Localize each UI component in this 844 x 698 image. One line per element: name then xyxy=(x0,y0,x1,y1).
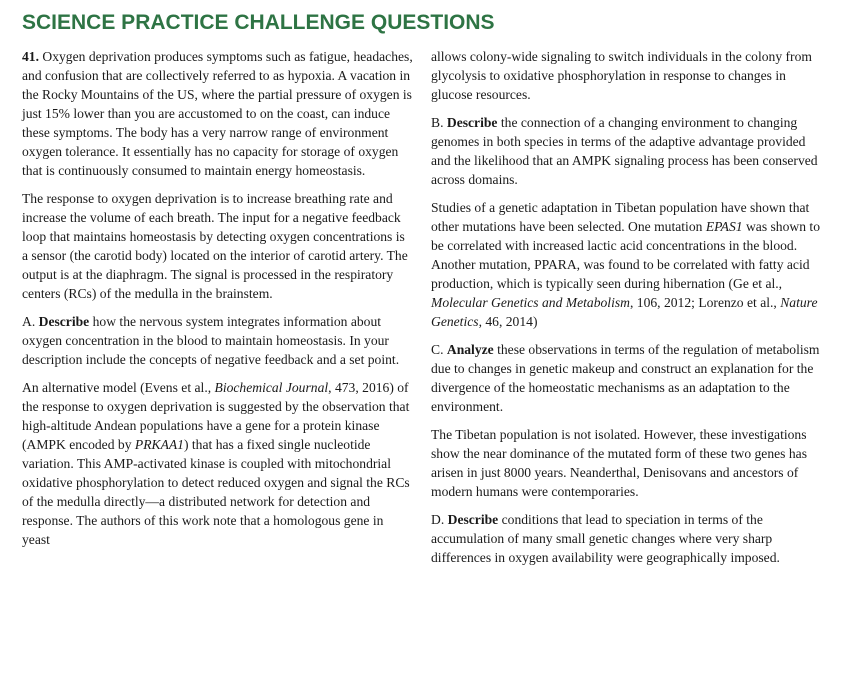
paragraph xyxy=(22,189,414,303)
right-column xyxy=(431,47,823,576)
paragraph xyxy=(431,47,823,104)
text-segment: how the nervous system integrates information about oxygen concentration in the blood to maintain homeostasis. In your description include the concepts of negative feedback and a set point. xyxy=(22,314,400,367)
text-segment: Studies of a genetic adaptation in Tibetan population have shown that other mutations have been selected. One mutation xyxy=(431,200,810,234)
left-column xyxy=(22,47,414,576)
text-segment: An alternative model (Evens et al., xyxy=(22,380,215,395)
text-segment: was shown to be correlated with increased lactic acid concentrations in the blood. Another mutation, PPARA, was found to be correlated with fatty acid production, which is typically seen during hibernation (Ge et al., xyxy=(431,219,820,291)
text-segment: C. xyxy=(431,342,447,357)
text-segment: Molecular Genetics and Metabolism xyxy=(431,295,630,310)
paragraph xyxy=(431,113,823,189)
text-segment: the connection of a changing environment to changing genomes in both species in terms of the adaptive advantage provided and the likelihood that an AMPK signaling process has been conserved across domains. xyxy=(431,115,818,187)
paragraph xyxy=(22,47,414,180)
text-segment: , 46, 2014) xyxy=(478,314,538,329)
text-segment: EPAS1 xyxy=(705,219,743,234)
text-segment: Describe xyxy=(447,512,499,527)
page-title: SCIENCE PRACTICE CHALLENGE QUESTIONS xyxy=(22,11,495,34)
text-segment: Biochemical Journal xyxy=(214,380,329,395)
text-segment: A. xyxy=(22,314,39,329)
text-segment: D. xyxy=(431,512,448,527)
text-segment: conditions that lead to speciation in terms of the accumulation of many small genetic changes where very sharp differences in oxygen availability were geographically imposed. xyxy=(431,512,780,565)
text-segment: PRKAA1 xyxy=(134,437,184,452)
text-segment: these observations in terms of the regulation of metabolism due to changes in genetic makeup and construct an explanation for the divergence of the homeostatic mechanisms as an adaptation to the environment. xyxy=(431,342,820,414)
text-segment: The Tibetan population is not isolated. However, these investigations show the near dominance of the mutated form of these two genes has arisen in just 8000 years. Neanderthal, Denisovans and ancestors of modern humans were contemporaries. xyxy=(431,427,807,499)
text-segment: 41. xyxy=(22,49,39,64)
paragraph xyxy=(431,340,823,416)
text-segment: , 473, 2016) of the response to oxygen deprivation is suggested by the observation that high-altitude Andean populations have a gene for a protein kinase (AMPK encoded by xyxy=(22,380,410,452)
paragraph xyxy=(22,378,414,549)
text-segment: ) that has a fixed single nucleotide variation. This AMP-activated kinase is coupled with mitochondrial oxidative phosphorylation to detect reduced oxygen and signal the RCs of the medulla directly—a distributed network for detection and response. The authors of this work note that a homologous gene in yeast xyxy=(22,437,410,547)
text-segment: Describe xyxy=(38,314,90,329)
text-segment: Describe xyxy=(446,115,498,130)
paragraph xyxy=(431,510,823,567)
text-segment: allows colony-wide signaling to switch individuals in the colony from glycolysis to oxidative phosphorylation in response to changes in glucose resources. xyxy=(431,49,812,102)
text-segment: , 106, 2012; Lorenzo et al., xyxy=(629,295,781,310)
text-segment: Analyze xyxy=(446,342,494,357)
text-segment: Oxygen deprivation produces symptoms such as fatigue, headaches, and confusion that are collectively referred to as hypoxia. A vacation in the Rocky Mountains of the US, where the partial pressure of oxygen is just 15% lower than you are accustomed to on the coast, can induce these symptoms. The body has a very narrow range of environment oxygen tolerance. It essentially has no capacity for storage of oxygen that is continuously consumed to maintain energy homeostasis. xyxy=(22,49,413,178)
paragraph xyxy=(431,425,823,501)
paragraph xyxy=(22,312,414,369)
text-segment: The response to oxygen deprivation is to increase breathing rate and increase the volume of each breath. The input for a negative feedback loop that maintains homeostasis by detecting oxygen concentrations is a sensor (the carotid body) located on the interior of carotid artery. The output is at the diaphragm. The signal is processed in the respiratory centers (RCs) of the medulla in the brainstem. xyxy=(22,191,408,301)
text-segment: B. xyxy=(431,115,447,130)
two-column-layout xyxy=(22,47,824,576)
text-segment: Nature Genetics xyxy=(431,295,818,329)
paragraph xyxy=(431,198,823,331)
